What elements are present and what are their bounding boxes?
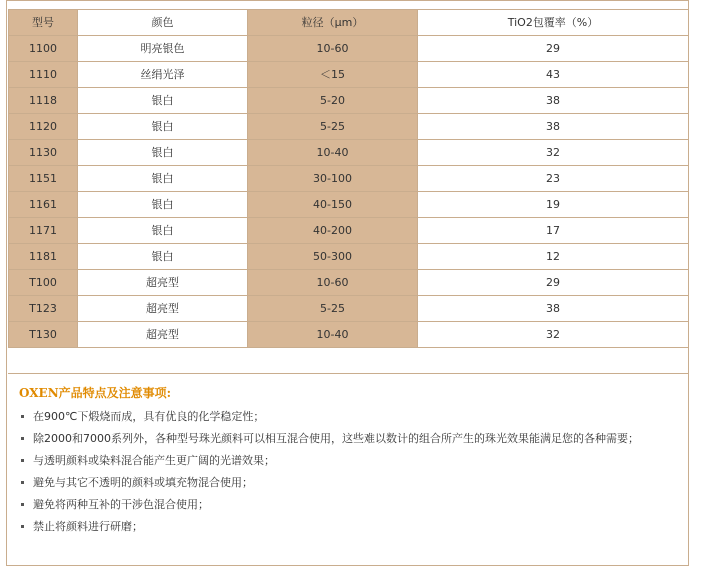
bullet-icon [21,415,24,418]
cell-color: 银白 [78,192,248,218]
cell-particle-size: 5-20 [248,88,418,114]
cell-model: T130 [9,322,78,348]
table-header-row [9,10,689,36]
cell-tio2-coverage: 43 [418,62,689,88]
cell-model: 1110 [9,62,78,88]
cell-model: 1161 [9,192,78,218]
bullet-icon [21,481,24,484]
note-text: 避免将两种互补的干涉色混合使用； [33,498,209,511]
table-row [9,218,689,244]
cell-model: T100 [9,270,78,296]
cell-color: 银白 [78,114,248,140]
cell-tio2-coverage: 38 [418,114,689,140]
cell-tio2-coverage: 38 [418,296,689,322]
note-text: 在900℃下煅烧而成，具有优良的化学稳定性； [33,410,265,423]
cell-particle-size: ＜15 [248,62,418,88]
cell-model: 1118 [9,88,78,114]
content-frame [6,0,689,566]
cell-tio2-coverage: 38 [418,88,689,114]
note-text: 除2000和7000系列外，各种型号珠光颜料可以相互混合使用，这些难以数计的组合所产生的珠光效果能满足您的各种需要； [33,432,639,445]
cell-particle-size: 40-200 [248,218,418,244]
cell-model: 1130 [9,140,78,166]
top-divider [7,0,688,1]
cell-color: 银白 [78,244,248,270]
header-color: 颜色 [78,10,248,36]
blank-row [8,349,688,374]
header-tio2-coverage: TiO2包覆率（%） [418,10,689,36]
cell-tio2-coverage: 19 [418,192,689,218]
table-row [9,322,689,348]
table-row [9,36,689,62]
cell-color: 超亮型 [78,270,248,296]
table-row [9,270,689,296]
cell-model: 1181 [9,244,78,270]
cell-tio2-coverage: 29 [418,270,689,296]
cell-tio2-coverage: 32 [418,140,689,166]
cell-particle-size: 10-40 [248,140,418,166]
list-item [19,450,687,472]
cell-tio2-coverage: 17 [418,218,689,244]
cell-model: 1100 [9,36,78,62]
cell-tio2-coverage: 29 [418,36,689,62]
notes-title: OXEN产品特点及注意事项: [19,386,172,400]
spec-table [8,9,689,348]
table-row [9,140,689,166]
table-row [9,166,689,192]
list-item [19,516,687,538]
cell-model: 1151 [9,166,78,192]
list-item [19,428,687,450]
cell-color: 丝绢光泽 [78,62,248,88]
bullet-icon [21,525,24,528]
cell-model: 1171 [9,218,78,244]
cell-particle-size: 10-60 [248,270,418,296]
header-particle-size: 粒径（μm） [248,10,418,36]
cell-particle-size: 30-100 [248,166,418,192]
cell-particle-size: 10-40 [248,322,418,348]
cell-color: 银白 [78,140,248,166]
table-row [9,114,689,140]
cell-tio2-coverage: 32 [418,322,689,348]
cell-color: 银白 [78,218,248,244]
table-row [9,62,689,88]
header-model: 型号 [9,10,78,36]
cell-color: 超亮型 [78,296,248,322]
table-row [9,244,689,270]
bullet-icon [21,437,24,440]
table-row [9,296,689,322]
cell-particle-size: 50-300 [248,244,418,270]
table-row [9,192,689,218]
list-item [19,406,687,428]
bullet-icon [21,459,24,462]
notes-section [19,384,687,538]
note-text: 禁止将颜料进行研磨； [33,520,143,533]
cell-color: 明亮银色 [78,36,248,62]
notes-list [19,406,687,538]
cell-color: 银白 [78,88,248,114]
cell-color: 超亮型 [78,322,248,348]
cell-particle-size: 40-150 [248,192,418,218]
note-text: 与透明颜料或染料混合能产生更广阔的光谱效果； [33,454,275,467]
list-item [19,494,687,516]
list-item [19,472,687,494]
cell-particle-size: 10-60 [248,36,418,62]
cell-particle-size: 5-25 [248,296,418,322]
cell-color: 银白 [78,166,248,192]
cell-particle-size: 5-25 [248,114,418,140]
cell-model: T123 [9,296,78,322]
cell-tio2-coverage: 23 [418,166,689,192]
cell-model: 1120 [9,114,78,140]
cell-tio2-coverage: 12 [418,244,689,270]
note-text: 避免与其它不透明的颜料或填充物混合使用； [33,476,253,489]
bullet-icon [21,503,24,506]
table-row [9,88,689,114]
